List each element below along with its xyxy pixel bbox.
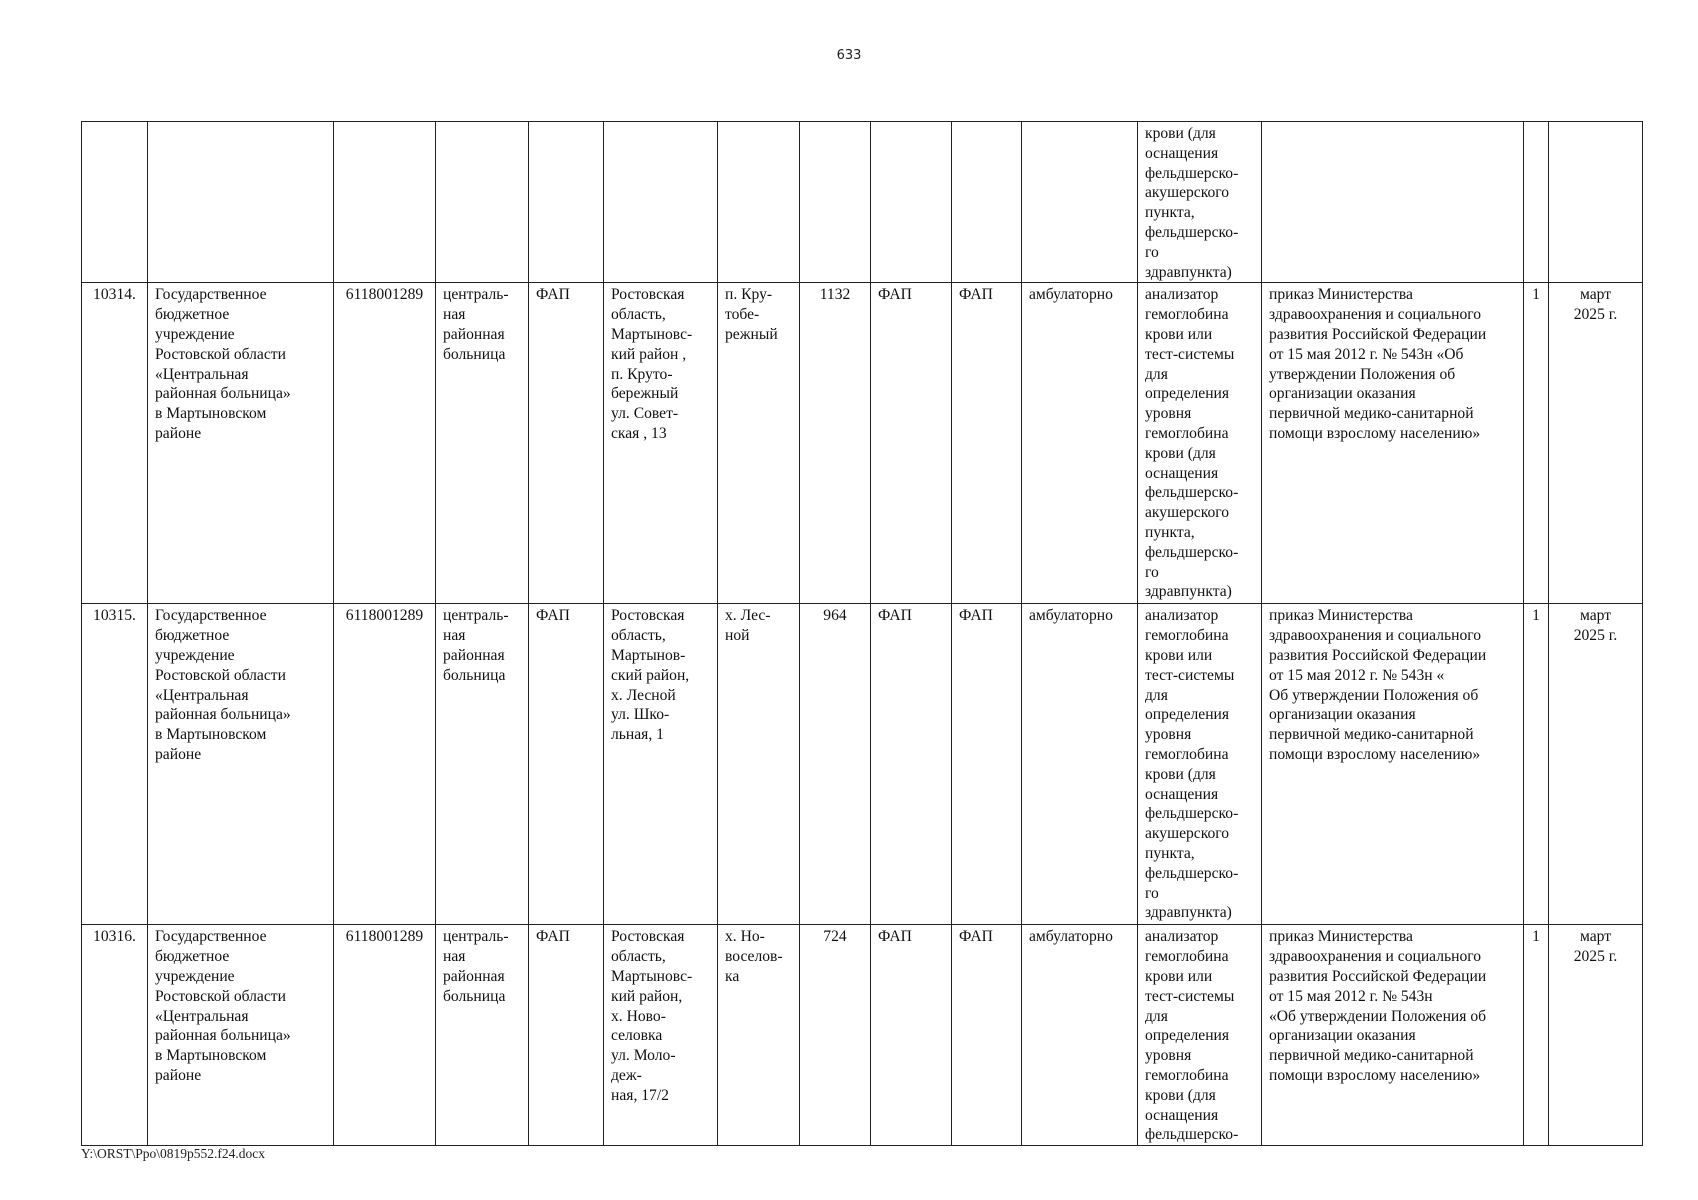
text-line: в Мартыновском — [155, 1047, 267, 1065]
text-line: развития Российской Федерации — [1269, 325, 1487, 343]
cell-subdivision: ФАП — [529, 604, 604, 925]
cell-equipment — [1138, 283, 1262, 604]
text-line: утверждении Положения об — [1269, 365, 1456, 383]
cell-locality — [718, 283, 800, 604]
cell-equipment — [1138, 604, 1262, 925]
text-line: районная — [443, 967, 505, 985]
cell-locality — [718, 604, 800, 925]
text-line: тест-системы — [1145, 987, 1235, 1005]
text-line: здравоохранения и социального — [1269, 627, 1482, 645]
cell-inn — [334, 122, 436, 283]
text-line: от 15 мая 2012 г. № 543н «Об — [1269, 345, 1464, 363]
cell-org-type — [436, 283, 529, 604]
cell-number: 10315. — [82, 604, 148, 925]
cell-inn: 6118001289 — [334, 925, 436, 1146]
text-line: приказ Министерства — [1269, 607, 1413, 625]
text-line: развития Российской Федерации — [1269, 646, 1487, 664]
cell-care-form: амбулаторно — [1022, 283, 1138, 604]
text-line: х. Лесной — [611, 686, 676, 704]
text-line: фельдшерско- — [1145, 543, 1239, 561]
text-line: централь- — [443, 607, 509, 625]
cell-equipment — [1138, 925, 1262, 1146]
cell-order — [1262, 925, 1524, 1146]
text-line: крови или — [1145, 967, 1213, 985]
text-line: х. Ново- — [611, 1007, 666, 1025]
text-line: учреждение — [155, 967, 235, 985]
text-line: «Об утверждении Положения об — [1269, 1007, 1487, 1025]
text-line: приказ Министерства — [1269, 928, 1413, 946]
registry-table-wrapper — [81, 121, 1643, 1146]
text-line: крови (для — [1145, 765, 1216, 783]
text-line: районная больница» — [155, 706, 291, 724]
text-line: крови или — [1145, 325, 1213, 343]
text-line: х. Лес- — [725, 607, 771, 625]
text-line: гемоглобина — [1145, 1066, 1229, 1084]
text-line: для — [1145, 1007, 1168, 1025]
text-line: тобе- — [725, 306, 760, 324]
table-row — [82, 604, 1643, 925]
text-line: го — [1145, 243, 1159, 261]
text-line: определения — [1145, 385, 1230, 403]
text-line: «Центральная — [155, 686, 249, 704]
registry-table — [81, 121, 1643, 1146]
text-line: районная больница» — [155, 1027, 291, 1045]
text-line: в Мартыновском — [155, 405, 267, 423]
text-line: организации оказания — [1269, 1027, 1416, 1045]
text-line: здравоохранения и социального — [1269, 306, 1482, 324]
text-line: ная — [443, 627, 466, 645]
cell-address — [604, 604, 718, 925]
text-line: 2025 г. — [1573, 627, 1618, 645]
text-line: акушерского — [1145, 184, 1230, 202]
cell-population: 964 — [800, 604, 871, 925]
text-line: Мартыновс- — [611, 967, 693, 985]
text-line: Об утверждении Положения об — [1269, 686, 1479, 704]
text-line: «Центральная — [155, 365, 249, 383]
text-line: ул. Шко- — [611, 706, 670, 724]
text-line: фельдшерско- — [1145, 805, 1239, 823]
cell-subdivision: ФАП — [529, 925, 604, 1146]
text-line: развития Российской Федерации — [1269, 967, 1487, 985]
text-line: гемоглобина — [1145, 424, 1229, 442]
cell-inn: 6118001289 — [334, 604, 436, 925]
text-line: от 15 мая 2012 г. № 543н « — [1269, 666, 1445, 684]
cell-address — [604, 283, 718, 604]
cell-order — [1262, 604, 1524, 925]
text-line: централь- — [443, 286, 509, 304]
text-line: 2025 г. — [1573, 306, 1618, 324]
text-line: приказ Министерства — [1269, 286, 1413, 304]
text-line: область, — [611, 627, 666, 645]
text-line: «Центральная — [155, 1007, 249, 1025]
text-line: анализатор — [1145, 928, 1219, 946]
text-line: бережный — [611, 385, 679, 403]
text-line: Ростовской области — [155, 666, 286, 684]
cell-address — [604, 925, 718, 1146]
text-line: фельдшерско- — [1145, 484, 1239, 502]
cell-subdivision: ФАП — [529, 283, 604, 604]
cell-population: 724 — [800, 925, 871, 1146]
text-line: ский район, — [611, 666, 690, 684]
cell-org-type — [436, 604, 529, 925]
cell-care-form: амбулаторно — [1022, 925, 1138, 1146]
cell-organization — [148, 925, 334, 1146]
text-line: организации оказания — [1269, 385, 1416, 403]
text-line: первичной медико-санитарной — [1269, 1047, 1474, 1065]
text-line: воселов- — [725, 948, 783, 966]
cell-order — [1262, 283, 1524, 604]
text-line: деж- — [611, 1066, 642, 1084]
cell-date — [1549, 122, 1643, 283]
text-line: помощи взрослому населению» — [1269, 1066, 1481, 1084]
text-line: фельдшерско- — [1145, 1126, 1239, 1144]
table-row-continuation — [82, 122, 1643, 283]
cell-population — [800, 122, 871, 283]
text-line: помощи взрослому населению» — [1269, 745, 1481, 763]
text-line: льная, 1 — [611, 726, 664, 744]
cell-unit-2: ФАП — [952, 283, 1022, 604]
text-line: районе — [155, 1066, 202, 1084]
cell-organization — [148, 283, 334, 604]
text-line: гемоглобина — [1145, 948, 1229, 966]
text-line: гемоглобина — [1145, 745, 1229, 763]
text-line: крови (для — [1145, 444, 1216, 462]
cell-number: 10316. — [82, 925, 148, 1146]
text-line: оснащения — [1145, 144, 1219, 162]
text-line: организации оказания — [1269, 706, 1416, 724]
text-line: март — [1579, 928, 1612, 946]
cell-unit-1 — [871, 122, 952, 283]
cell-care-form: амбулаторно — [1022, 604, 1138, 925]
text-line: больница — [443, 987, 506, 1005]
text-line: первичной медико-санитарной — [1269, 405, 1474, 423]
text-line: для — [1145, 365, 1168, 383]
cell-quantity: 1 — [1524, 283, 1549, 604]
text-line: Ростовской области — [155, 987, 286, 1005]
cell-org-type — [436, 925, 529, 1146]
cell-date — [1549, 283, 1643, 604]
text-line: ул. Совет- — [611, 405, 679, 423]
text-line: пункта, — [1145, 523, 1195, 541]
text-line: режный — [725, 325, 778, 343]
text-line: кий район , — [611, 345, 687, 363]
table-row — [82, 925, 1643, 1146]
text-line: оснащения — [1145, 464, 1219, 482]
text-line: Мартыновс- — [611, 325, 693, 343]
text-line: п. Круто- — [611, 365, 673, 383]
text-line: фельдшерско- — [1145, 164, 1239, 182]
text-line: ная — [443, 306, 466, 324]
text-line: ная, 17/2 — [611, 1086, 669, 1104]
text-line: ская , 13 — [611, 424, 667, 442]
text-line: Ростовская — [611, 607, 685, 625]
cell-locality — [718, 122, 800, 283]
cell-org-type — [436, 122, 529, 283]
table-row — [82, 283, 1643, 604]
text-line: го — [1145, 884, 1159, 902]
text-line: гемоглобина — [1145, 627, 1229, 645]
text-line: уровня — [1145, 726, 1192, 744]
text-line: кий район, — [611, 987, 683, 1005]
cell-unit-1: ФАП — [871, 925, 952, 1146]
text-line: в Мартыновском — [155, 726, 267, 744]
page-number: 633 — [836, 48, 862, 63]
cell-number — [82, 122, 148, 283]
text-line: го — [1145, 563, 1159, 581]
text-line: тест-системы — [1145, 666, 1235, 684]
text-line: анализатор — [1145, 607, 1219, 625]
text-line: бюджетное — [155, 948, 230, 966]
text-line: фельдшерско- — [1145, 864, 1239, 882]
cell-inn: 6118001289 — [334, 283, 436, 604]
text-line: гемоглобина — [1145, 306, 1229, 324]
cell-unit-2 — [952, 122, 1022, 283]
text-line: бюджетное — [155, 627, 230, 645]
text-line: ной — [725, 627, 750, 645]
cell-unit-1: ФАП — [871, 604, 952, 925]
text-line: акушерского — [1145, 825, 1230, 843]
text-line: ная — [443, 948, 466, 966]
text-line: определения — [1145, 706, 1230, 724]
text-line: здравпункта) — [1145, 904, 1232, 922]
cell-population: 1132 — [800, 283, 871, 604]
cell-address — [604, 122, 718, 283]
cell-quantity — [1524, 122, 1549, 283]
text-line: бюджетное — [155, 306, 230, 324]
text-line: для — [1145, 686, 1168, 704]
cell-unit-2: ФАП — [952, 604, 1022, 925]
text-line: районе — [155, 424, 202, 442]
text-line: фельдшерско- — [1145, 223, 1239, 241]
text-line: районная — [443, 646, 505, 664]
cell-number: 10314. — [82, 283, 148, 604]
cell-unit-2: ФАП — [952, 925, 1022, 1146]
footer-file-path: Y:\ORST\Ppo\0819p552.f24.docx — [81, 1146, 266, 1161]
cell-quantity: 1 — [1524, 604, 1549, 925]
text-line: районе — [155, 745, 202, 763]
text-line: учреждение — [155, 646, 235, 664]
text-line: акушерского — [1145, 504, 1230, 522]
text-line: здравпункта) — [1145, 583, 1232, 601]
text-line: районная — [443, 325, 505, 343]
text-line: Государственное — [155, 286, 267, 304]
text-line: больница — [443, 666, 506, 684]
cell-date — [1549, 925, 1643, 1146]
text-line: п. Кру- — [725, 286, 773, 304]
text-line: 2025 г. — [1573, 948, 1618, 966]
text-line: март — [1579, 286, 1612, 304]
text-line: х. Но- — [725, 928, 765, 946]
text-line: районная больница» — [155, 385, 291, 403]
text-line: уровня — [1145, 1047, 1192, 1065]
text-line: централь- — [443, 928, 509, 946]
text-line: помощи взрослому населению» — [1269, 424, 1481, 442]
text-line: Ростовская — [611, 286, 685, 304]
text-line: здравоохранения и социального — [1269, 948, 1482, 966]
text-line: больница — [443, 345, 506, 363]
text-line: крови (для — [1145, 1086, 1216, 1104]
text-line: определения — [1145, 1027, 1230, 1045]
cell-locality — [718, 925, 800, 1146]
cell-order — [1262, 122, 1524, 283]
cell-equipment — [1138, 122, 1262, 283]
text-line: здравпункта) — [1145, 263, 1232, 281]
text-line: ул. Моло- — [611, 1047, 676, 1065]
text-line: крови или — [1145, 646, 1213, 664]
text-line: оснащения — [1145, 1106, 1219, 1124]
cell-organization — [148, 122, 334, 283]
cell-quantity: 1 — [1524, 925, 1549, 1146]
text-line: Мартынов- — [611, 646, 686, 664]
text-line: анализатор — [1145, 286, 1219, 304]
text-line: Ростовской области — [155, 345, 286, 363]
text-line: Государственное — [155, 607, 267, 625]
text-line: ка — [725, 967, 740, 985]
text-line: тест-системы — [1145, 345, 1235, 363]
text-line: пункта, — [1145, 844, 1195, 862]
text-line: Ростовская — [611, 928, 685, 946]
text-line: учреждение — [155, 325, 235, 343]
text-line: область, — [611, 948, 666, 966]
text-line: первичной медико-санитарной — [1269, 726, 1474, 744]
text-line: пункта, — [1145, 204, 1195, 222]
text-line: март — [1579, 607, 1612, 625]
text-line: от 15 мая 2012 г. № 543н — [1269, 987, 1433, 1005]
text-line: Государственное — [155, 928, 267, 946]
text-line: селовка — [611, 1027, 663, 1045]
cell-organization — [148, 604, 334, 925]
text-line: область, — [611, 306, 666, 324]
text-line: уровня — [1145, 405, 1192, 423]
cell-subdivision — [529, 122, 604, 283]
cell-date — [1549, 604, 1643, 925]
cell-care-form — [1022, 122, 1138, 283]
cell-unit-1: ФАП — [871, 283, 952, 604]
text-line: оснащения — [1145, 785, 1219, 803]
text-line: крови (для — [1145, 125, 1216, 142]
